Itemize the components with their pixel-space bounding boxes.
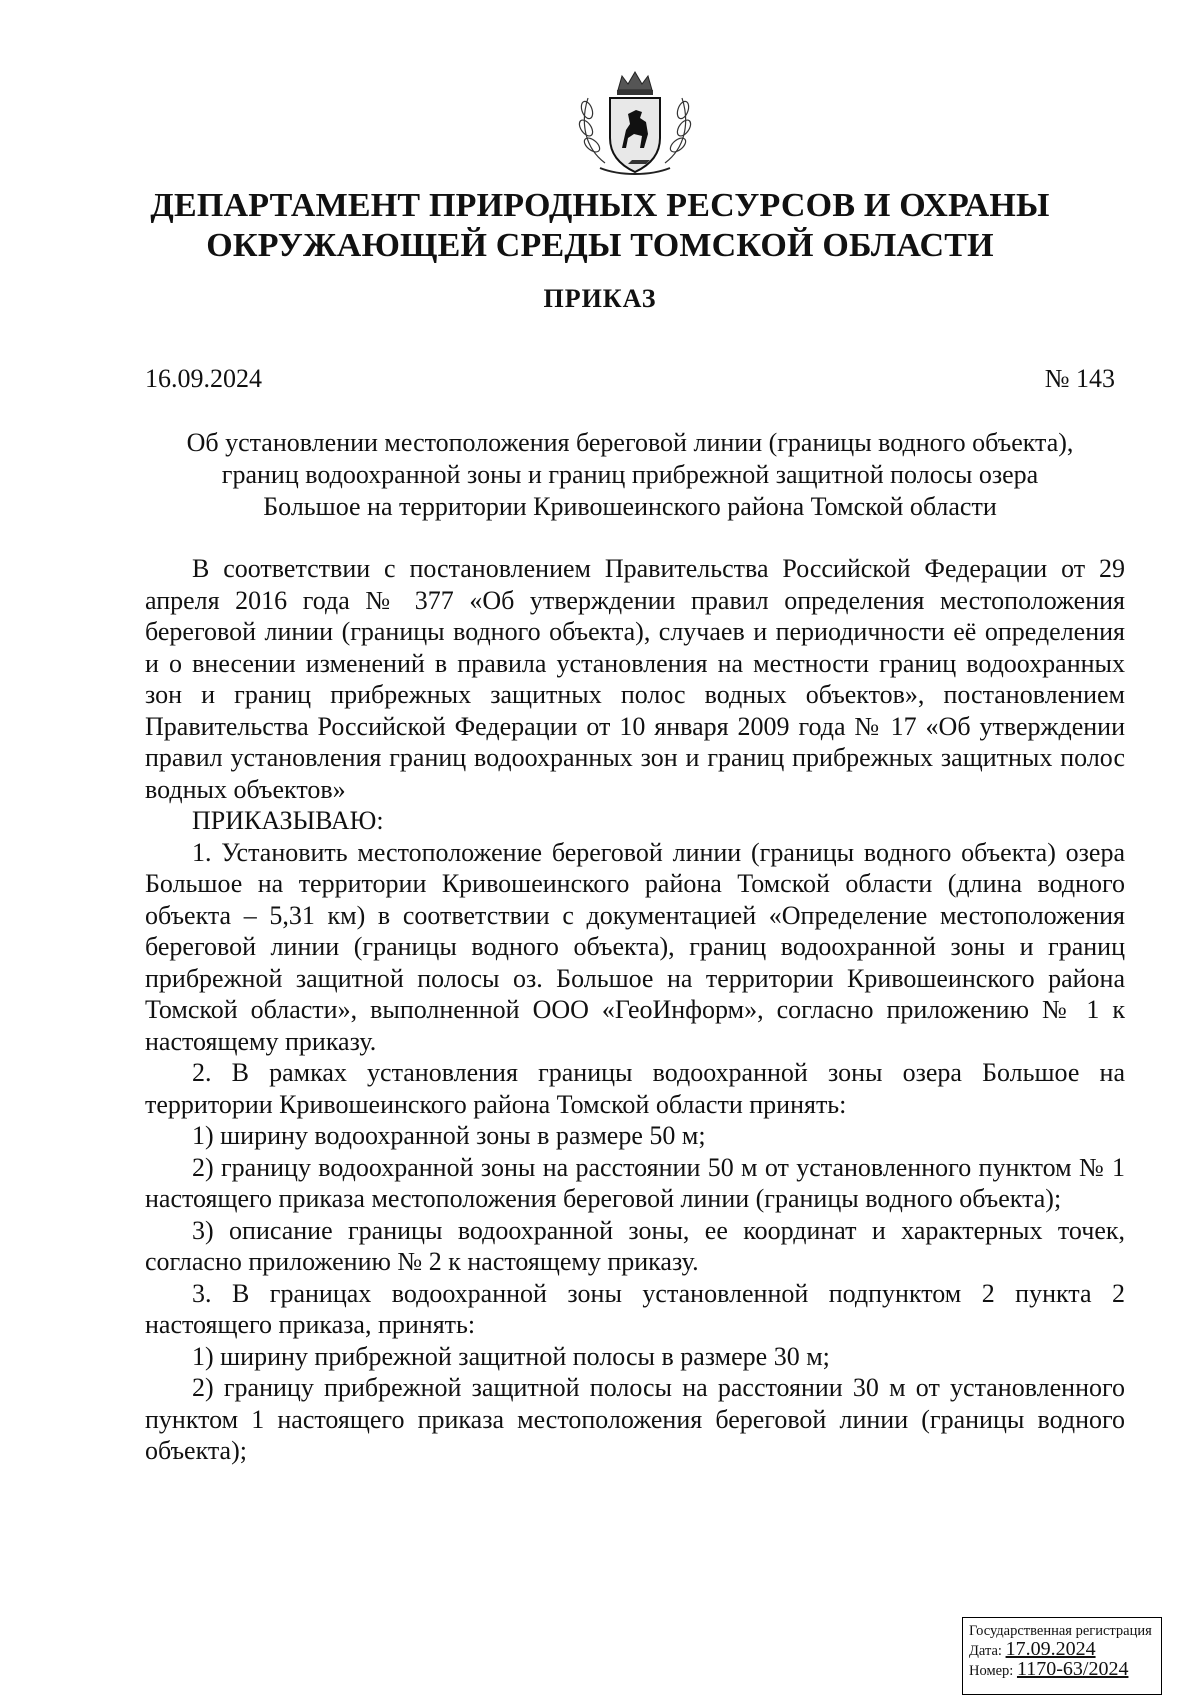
registration-date-value: 17.09.2024 bbox=[1005, 1638, 1096, 1660]
clause-2-sub-1: 1) ширину водоохранной зоны в размере 50 м; bbox=[192, 1121, 706, 1150]
registration-number-row bbox=[969, 1660, 1155, 1680]
registration-number-label: Номер: bbox=[969, 1663, 1014, 1679]
registration-date-label: Дата: bbox=[969, 1643, 1002, 1659]
document-type: ПРИКАЗ bbox=[543, 284, 657, 313]
organization-name-line-2: ОКРУЖАЮЩЕЙ СРЕДЫ ТОМСКОЙ ОБЛАСТИ bbox=[206, 227, 994, 264]
clause-3-sub-1: 1) ширину прибрежной защитной полосы в размере 30 м; bbox=[192, 1341, 830, 1371]
order-directive: ПРИКАЗЫВАЮ: bbox=[192, 806, 384, 835]
subject-line-2: границ водоохранной зоны и границ прибрежной защитной полосы озера bbox=[221, 460, 1039, 489]
registration-stamp bbox=[962, 1617, 1162, 1695]
subject-line-1: Об установлении местоположения береговой линии (границы водного объекта), bbox=[186, 428, 1074, 457]
subject-line-3: Большое на территории Кривошеинского района Томской области bbox=[263, 492, 997, 521]
clause-1: 1. Установить местоположение береговой линии (границы водного объекта) озера Большое на территории Кривошеинского района Томской области (длина водного объекта – 5,31 км) в соответствии с документацией «Определение местоположения береговой линии (границы водного объекта), границ водоохранной зоны и границ прибрежной защитной полосы оз. Большое на территории Кривошеинского района Томской области», выполненной ООО «ГеоИнформ», согласно приложению № 1 к настоящему приказу. bbox=[145, 837, 1125, 1056]
clause-3: 3. В границах водоохранной зоны установленной подпунктом 2 пункта 2 настоящего приказа, принять: bbox=[145, 1278, 1125, 1339]
organization-name-line-1: ДЕПАРТАМЕНТ ПРИРОДНЫХ РЕСУРСОВ И ОХРАНЫ bbox=[150, 187, 1050, 224]
clause-2: 2. В рамках установления границы водоохранной зоны озера Большое на территории Кривошеинского района Томской области принять: bbox=[145, 1058, 1125, 1119]
order-body bbox=[145, 553, 1125, 1467]
preamble-paragraph: В соответствии с постановлением Правительства Российской Федерации от 29 апреля 2016 года № 377 «Об утверждении правил определения местоположения береговой линии (границы водного объекта), случаев и периодичности её определения и о внесении изменений в правила установления на местности границ водоохранных зон и границ прибрежных защитных полос водных объектов», постановлением Правительства Российской Федерации от 10 января 2009 года № 17 «Об утверждении правил установления границ водоохранных зон и границ прибрежных защитных полос водных объектов» bbox=[145, 554, 1125, 804]
clause-3-sub-2: 2) границу прибрежной защитной полосы на расстоянии 30 м от установленного пунктом 1 настоящего приказа местоположения береговой линии (границы водного объекта); bbox=[145, 1373, 1125, 1465]
order-subject bbox=[130, 427, 1130, 523]
order-date: 16.09.2024 bbox=[145, 364, 262, 393]
coat-of-arms-icon bbox=[570, 68, 700, 184]
registration-title: Государственная регистрация bbox=[969, 1623, 1152, 1639]
clause-2-sub-3: 3) описание границы водоохранной зоны, ее координат и характерных точек, согласно приложению № 2 к настоящему приказу. bbox=[145, 1215, 1125, 1276]
order-number: № 143 bbox=[1044, 364, 1115, 393]
registration-date-row bbox=[969, 1640, 1155, 1660]
clause-2-sub-2: 2) границу водоохранной зоны на расстоянии 50 м от установленного пунктом № 1 настоящего приказа местоположения береговой линии (границы водного объекта); bbox=[145, 1152, 1125, 1213]
organization-name bbox=[0, 186, 1200, 266]
registration-number-value: 1170-63/2024 bbox=[1016, 1658, 1129, 1680]
